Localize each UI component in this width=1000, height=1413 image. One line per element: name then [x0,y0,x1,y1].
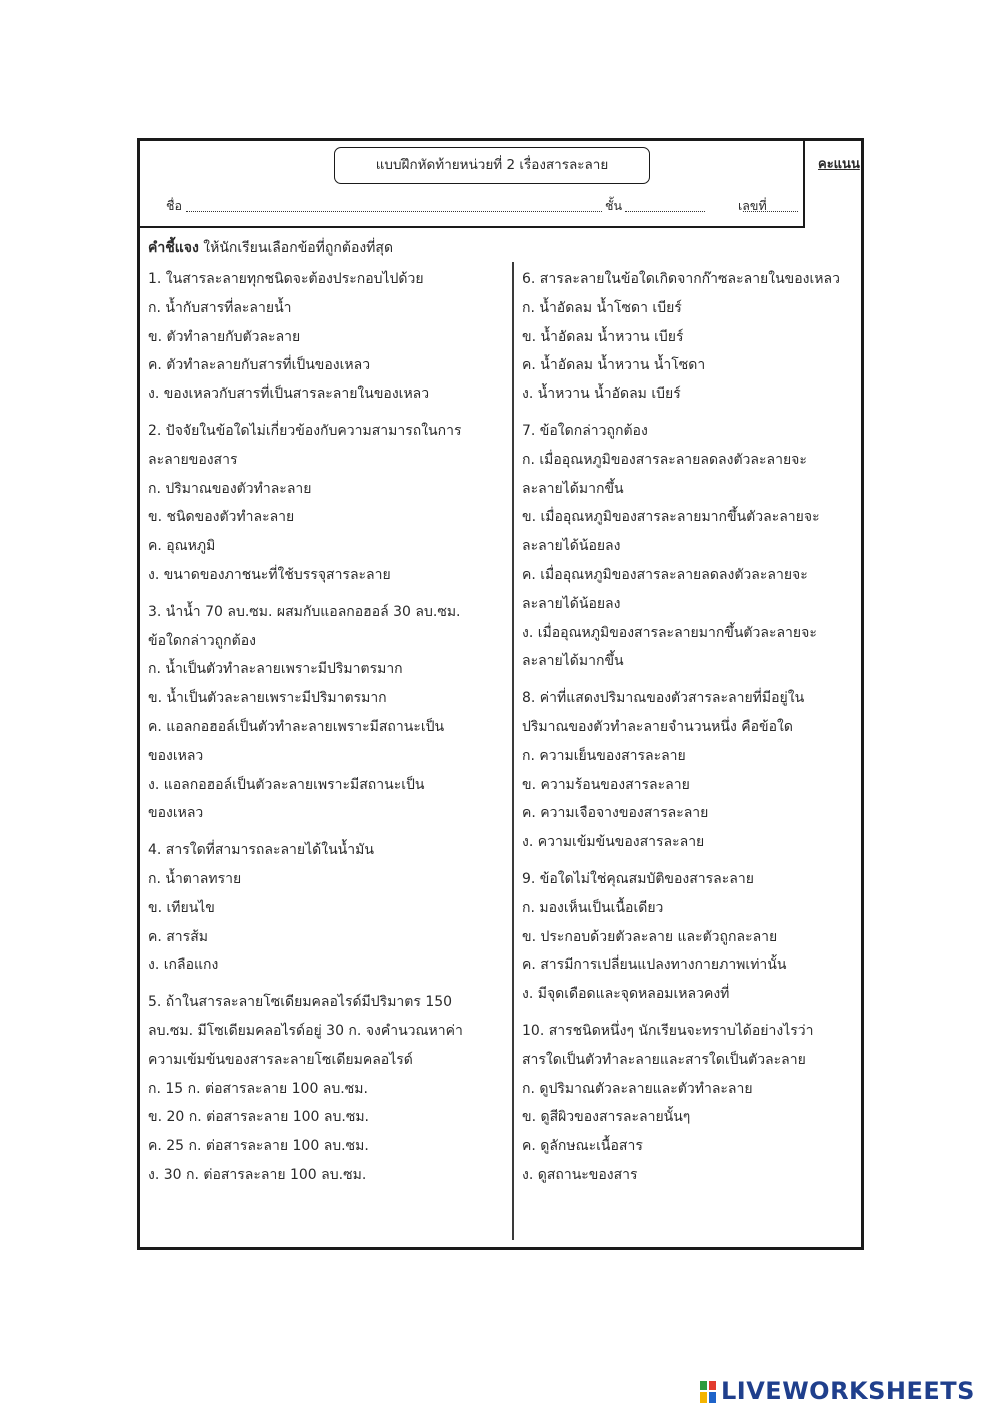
liveworksheets-logo-icon [700,1381,716,1403]
answer-option[interactable]: ข. น้ำเป็นตัวละลายเพราะมีปริมาตรมาก [148,690,387,707]
left-question-column [148,265,503,1198]
answer-option[interactable]: ก. น้ำเป็นตัวทำละลายเพราะมีปริมาตรมาก [148,661,403,678]
question-text: ละลายได้มากขึ้น [522,480,624,497]
question-text: ละลายได้มากขึ้น [522,653,624,670]
answer-option[interactable]: ข. เมื่ออุณหภูมิของสารละลายมากขึ้นตัวละลายจะ [522,509,820,526]
question-text: ละลายได้น้อยลง [522,538,621,555]
instruction-text: ให้นักเรียนเลือกข้อที่ถูกต้องที่สุด [203,240,394,256]
class-label: ชั้น [605,198,623,213]
answer-option[interactable]: ค. ตัวทำละลายกับสารที่เป็นของเหลว [148,357,371,374]
question-text: สารใดเป็นตัวทำละลายและสารใดเป็นตัวละลาย [522,1051,806,1068]
number-label: เลขที่ [738,198,767,213]
answer-option[interactable]: ก. ดูปริมาณตัวละลายและตัวทำละลาย [522,1080,753,1097]
watermark-text: LIVEWORKSHEETS [721,1377,975,1405]
instruction-label: คำชี้แจง [148,240,199,256]
class-field[interactable] [625,211,705,212]
answer-option[interactable]: ค. ความเจือจางของสารละลาย [522,805,709,822]
question-block [522,417,862,676]
score-label: คะแนน [818,157,860,172]
answer-option[interactable]: ค. น้ำอัดลม น้ำหวาน น้ำโซดา [522,357,706,374]
worksheet-title: แบบฝึกหัดท้ายหน่วยที่ 2 เรื่องสารละลาย [334,147,650,184]
answer-option[interactable]: ง. ขนาดของภาชนะที่ใช้บรรจุสารละลาย [148,566,391,583]
answer-option[interactable]: ค. แอลกอฮอล์เป็นตัวทำละลายเพราะมีสถานะเป็น [148,718,445,735]
question-text: ละลายได้น้อยลง [522,595,621,612]
question-text: 3. นำน้ำ 70 ลบ.ซม. ผสมกับแอลกอฮอล์ 30 ลบ.ซม. [148,603,461,620]
question-text: 2. ปัจจัยในข้อใดไม่เกี่ยวข้องกับความสามารถในการ [148,422,462,439]
answer-option[interactable]: ข. เทียนไข [148,899,215,916]
answer-option[interactable]: ง. มีจุดเดือดและจุดหลอมเหลวคงที่ [522,986,730,1003]
answer-option[interactable]: ข. ดูสีผิวของสารละลายนั้นๆ [522,1109,691,1126]
worksheet-frame [137,138,864,1250]
question-block [148,988,503,1190]
answer-option[interactable]: ง. ของเหลวกับสารที่เป็นสารละลายในของเหลว [148,386,430,403]
question-block [148,598,503,828]
question-text: 8. ค่าที่แสดงปริมาณของตัวสารละลายที่มีอยู่ใน [522,690,805,707]
question-text: ของเหลว [148,805,204,822]
name-field[interactable] [186,211,602,212]
question-block [148,417,503,590]
answer-option[interactable]: ข. ชนิดของตัวทำละลาย [148,509,295,526]
instruction [148,237,393,259]
answer-option[interactable]: ง. ความเข้มข้นของสารละลาย [522,834,705,851]
answer-option[interactable]: ก. ความเย็นของสารละลาย [522,747,686,764]
question-block [522,265,862,409]
question-text: ความเข้มข้นของสารละลายโซเดียมคลอไรด์ [148,1051,413,1068]
answer-option[interactable]: ง. เกลือแกง [148,957,219,974]
answer-option[interactable]: ง. เมื่ออุณหภูมิของสารละลายมากขึ้นตัวละลายจะ [522,624,817,641]
score-divider [803,141,805,227]
answer-option[interactable]: ค. สารส้ม [148,928,208,945]
name-label: ชื่อ [166,198,182,213]
answer-option[interactable]: ค. เมื่ออุณหภูมิของสารละลายลดลงตัวละลายจะ [522,566,808,583]
question-text: 4. สารใดที่สามารถละลายได้ในน้ำมัน [148,842,374,859]
answer-option[interactable]: ข. ประกอบด้วยตัวละลาย และตัวถูกละลาย [522,928,778,945]
answer-option[interactable]: ค. 25 ก. ต่อสารละลาย 100 ลบ.ซม. [148,1138,369,1155]
question-text: 7. ข้อใดกล่าวถูกต้อง [522,422,648,439]
question-block [522,684,862,857]
answer-option[interactable]: ง. ดูสถานะของสาร [522,1166,638,1183]
answer-option[interactable]: ข. น้ำอัดลม น้ำหวาน เบียร์ [522,328,684,345]
question-text: ของเหลว [148,747,204,764]
question-text: ข้อใดกล่าวถูกต้อง [148,632,256,649]
question-block [148,265,503,409]
answer-option[interactable]: ค. อุณหภูมิ [148,538,216,555]
answer-option[interactable]: ค. ดูลักษณะเนื้อสาร [522,1138,643,1155]
number-field[interactable] [743,211,798,212]
answer-option[interactable]: ก. น้ำอัดลม น้ำโซดา เบียร์ [522,299,682,316]
answer-option[interactable]: ข. ตัวทำลายกับตัวละลาย [148,328,301,345]
question-text: 10. สารชนิดหนึ่งๆ นักเรียนจะทราบได้อย่างไรว่า [522,1022,814,1039]
answer-option[interactable]: ก. ปริมาณของตัวทำละลาย [148,480,312,497]
answer-option[interactable]: ค. สารมีการเปลี่ยนแปลงทางกายภาพเท่านั้น [522,957,787,974]
answer-option[interactable]: ง. แอลกอฮอล์เป็นตัวละลายเพราะมีสถานะเป็น [148,776,425,793]
column-divider [512,262,514,1240]
question-text: 6. สารละลายในข้อใดเกิดจากก๊าซละลายในของเหลว [522,271,840,287]
question-block [148,836,503,980]
answer-option[interactable]: ง. 30 ก. ต่อสารละลาย 100 ลบ.ซม. [148,1166,367,1183]
question-text: 5. ถ้าในสารละลายโซเดียมคลอไรด์มีปริมาตร 150 [148,994,453,1011]
answer-option[interactable]: ก. เมื่ออุณหภูมิของสารละลายลดลงตัวละลายจะ [522,451,807,468]
answer-option[interactable]: ก. 15 ก. ต่อสารละลาย 100 ลบ.ซม. [148,1080,368,1097]
answer-option[interactable]: ข. 20 ก. ต่อสารละลาย 100 ลบ.ซม. [148,1109,369,1126]
answer-option[interactable]: ก. น้ำกับสารที่ละลายน้ำ [148,299,292,316]
question-text: ลบ.ซม. มีโซเดียมคลอไรด์อยู่ 30 ก. จงคำนวณหาค่า [148,1022,463,1039]
answer-option[interactable]: ง. น้ำหวาน น้ำอัดลม เบียร์ [522,386,681,403]
header-divider [140,226,805,228]
question-text: 9. ข้อใดไม่ใช่คุณสมบัติของสารละลาย [522,870,754,887]
answer-option[interactable]: ก. มองเห็นเป็นเนื้อเดียว [522,899,664,916]
answer-option[interactable]: ข. ความร้อนของสารละลาย [522,776,690,793]
right-question-column [522,265,862,1198]
answer-option[interactable]: ก. น้ำตาลทราย [148,870,242,887]
question-text: 1. ในสารละลายทุกชนิดจะต้องประกอบไปด้วย [148,271,424,287]
question-block [522,1017,862,1190]
question-block [522,865,862,1009]
question-text: ละลายของสาร [148,451,238,468]
question-text: ปริมาณของตัวทำละลายจำนวนหนึ่ง คือข้อใด [522,718,793,735]
